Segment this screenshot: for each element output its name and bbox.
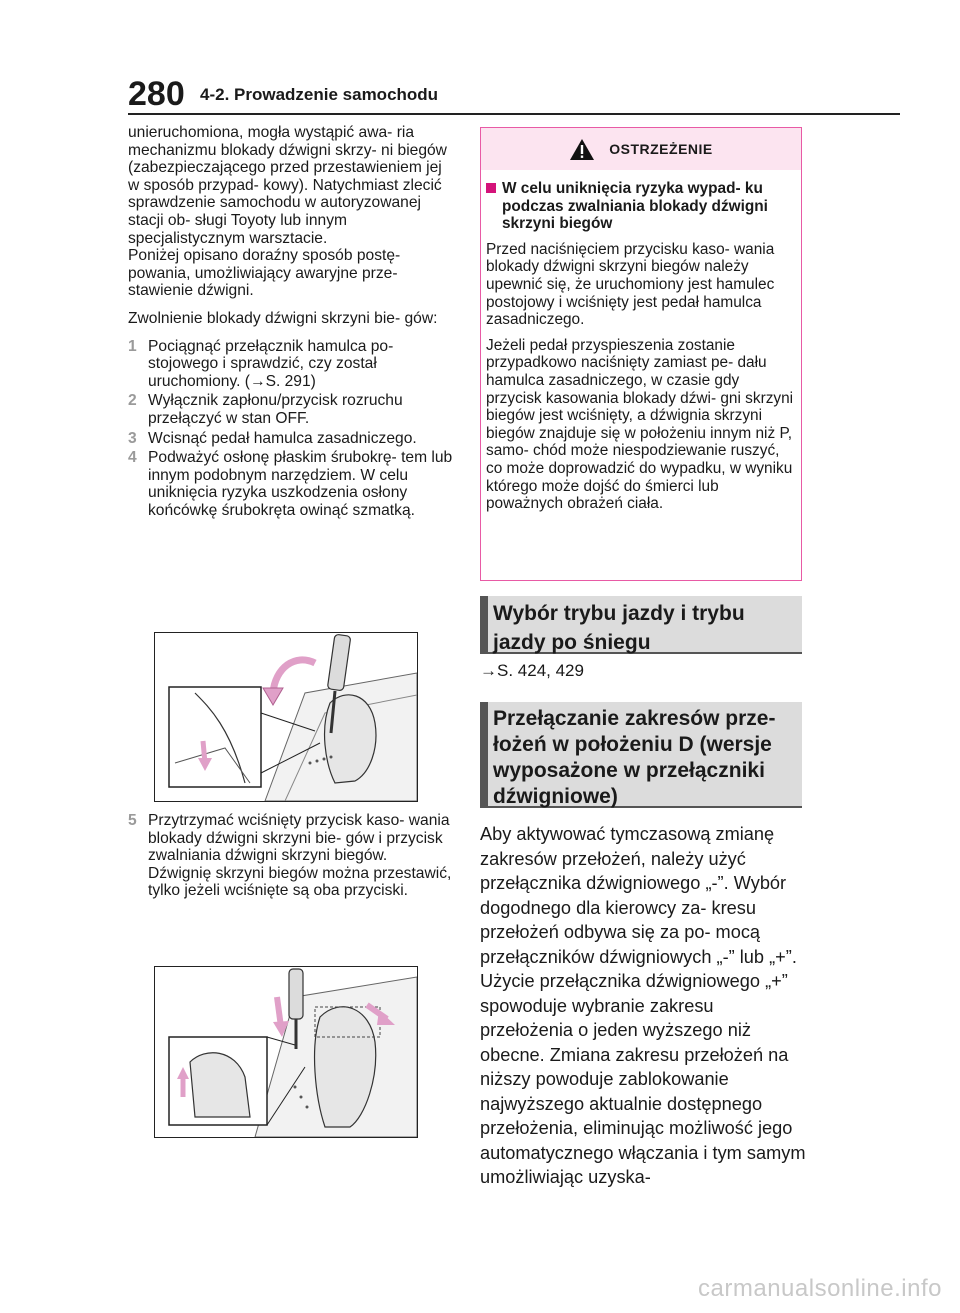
intro-paragraph-2: Poniżej opisano doraźny sposób postę- powania, umożliwiający awaryjne prze- stawienie dźwigni.	[128, 247, 401, 300]
page-reference: →S. 424, 429	[480, 661, 584, 680]
body-paragraph: Aby aktywować tymczasową zmianę zakresów przełożeń, należy użyć przełącznika dźwigniowego „-”. Wybór dogodnego dla kierowcy za- kresu przełożeń odbywa się za po- mocą przełączników dźwigniowych „-” lub „+”. Użycie przełącznika dźwigniowego „+” spowoduje wybranie zakresu przełożenia o jeden wyższego niż obecne. Zmiana zakresu przełożeń na niższy powoduje zablokowanie najwyższego aktualnie dostępnego przełożenia, eliminując możliwość jego automatycznego włączania i tym samym umożliwiając uzyska-	[480, 824, 806, 1187]
step-item	[128, 812, 453, 902]
step-item	[128, 449, 453, 519]
step-text: Przytrzymać wciśnięty przycisk kaso- wania blokady dźwigni skrzyni bie- gów i przycisk zwalniania dźwigni skrzyni biegów. Dźwignię skrzyni biegów można przestawić, tylko jeżeli wciśnięte są oba przyciski.	[148, 812, 452, 900]
shift-lever-buttons-illustration	[155, 967, 417, 1137]
step-item	[128, 430, 453, 448]
right-body-text	[480, 822, 810, 1190]
section-heading-paddle-shift: Przełączanie zakresów prze- łożeń w położeniu D (wersje wyposażone w przełączniki dźwigniowe)	[480, 702, 802, 808]
intro-paragraph: unieruchomiona, mogła wystąpić awa- ria mechanizmu blokady dźwigni skrzy- ni biegów (zabezpieczającego przed przestawieniem jej w sposób przypad- kowy). Natychmiast zlecić sprawdzenie samochodu w autoryzowanej stacji ob- sługi Toyoty lub innym specjalistycznym warsztacie.	[128, 124, 447, 247]
step-item	[128, 392, 453, 427]
release-heading: Zwolnienie blokady dźwigni skrzyni bie- gów:	[128, 309, 438, 327]
section-title: 4-2. Prowadzenie samochodu	[200, 85, 439, 104]
shift-lever-cover-illustration	[155, 633, 417, 801]
left-column	[128, 124, 453, 521]
step-number: 2	[128, 392, 137, 410]
square-bullet-icon	[486, 183, 496, 193]
warning-triangle-icon	[569, 138, 595, 161]
step-text: Wyłącznik zapłonu/przycisk rozruchu przełączyć w stan OFF.	[148, 392, 403, 427]
warning-subheading	[486, 180, 794, 233]
step-item	[128, 338, 453, 391]
warning-box	[480, 127, 802, 581]
warning-body	[481, 170, 801, 513]
watermark: carmanualsonline.info	[698, 1275, 942, 1302]
step-text: Pociągnąć przełącznik hamulca po- stojowego i sprawdzić, czy został uruchomiony. (→S. 291)	[148, 337, 394, 390]
warning-label: OSTRZEŻENIE	[609, 141, 713, 157]
header-rule	[128, 113, 900, 115]
figure-lever-cover-removal	[154, 632, 418, 802]
warning-paragraph: Jeżeli pedał przyspieszenia zostanie przypadkowo naciśnięty zamiast pe- dału hamulca zasadniczego, w czasie gdy przycisk kasowania blokady dźwi- gni skrzyni biegów jest wciśnięty, a dźwignia skrzyni biegów znajduje się w położeniu innym niż P, samo- chód może niespodziewanie ruszyć, co może doprowadzić do wypadku, w wyniku którego może dojść do śmierci lub poważnych obrażeń ciała.	[486, 336, 794, 513]
step-number: 3	[128, 429, 137, 447]
step-text: Podważyć osłonę płaskim śrubokrę- tem lub innym podobnym narzędziem. W celu uniknięcia ryzyka uszkodzenia osłony końcówkę śrubokręta owinąć szmatką.	[148, 449, 453, 519]
step-number: 5	[128, 812, 137, 829]
step-text: Wcisnąć pedał hamulca zasadniczego.	[148, 429, 417, 447]
steps-list	[128, 338, 453, 520]
figure-lever-release-buttons	[154, 966, 418, 1138]
warning-header	[481, 128, 801, 170]
step-number: 4	[128, 449, 137, 467]
warning-paragraph: Przed naciśnięciem przycisku kaso- wania blokady dźwigni skrzyni biegów należy upewnić się, że uruchomiony jest hamulec postojowy i wciśnięty jest pedał hamulca zasadniczego.	[486, 240, 775, 329]
section-heading-drive-mode: Wybór trybu jazdy i trybu jazdy po śniegu	[480, 596, 802, 654]
page-number: 280	[128, 75, 185, 113]
warning-subheading-text: W celu uniknięcia ryzyka wypad- ku podczas zwalniania blokady dźwigni skrzyni biegów	[502, 180, 768, 233]
step-number: 1	[128, 337, 137, 355]
